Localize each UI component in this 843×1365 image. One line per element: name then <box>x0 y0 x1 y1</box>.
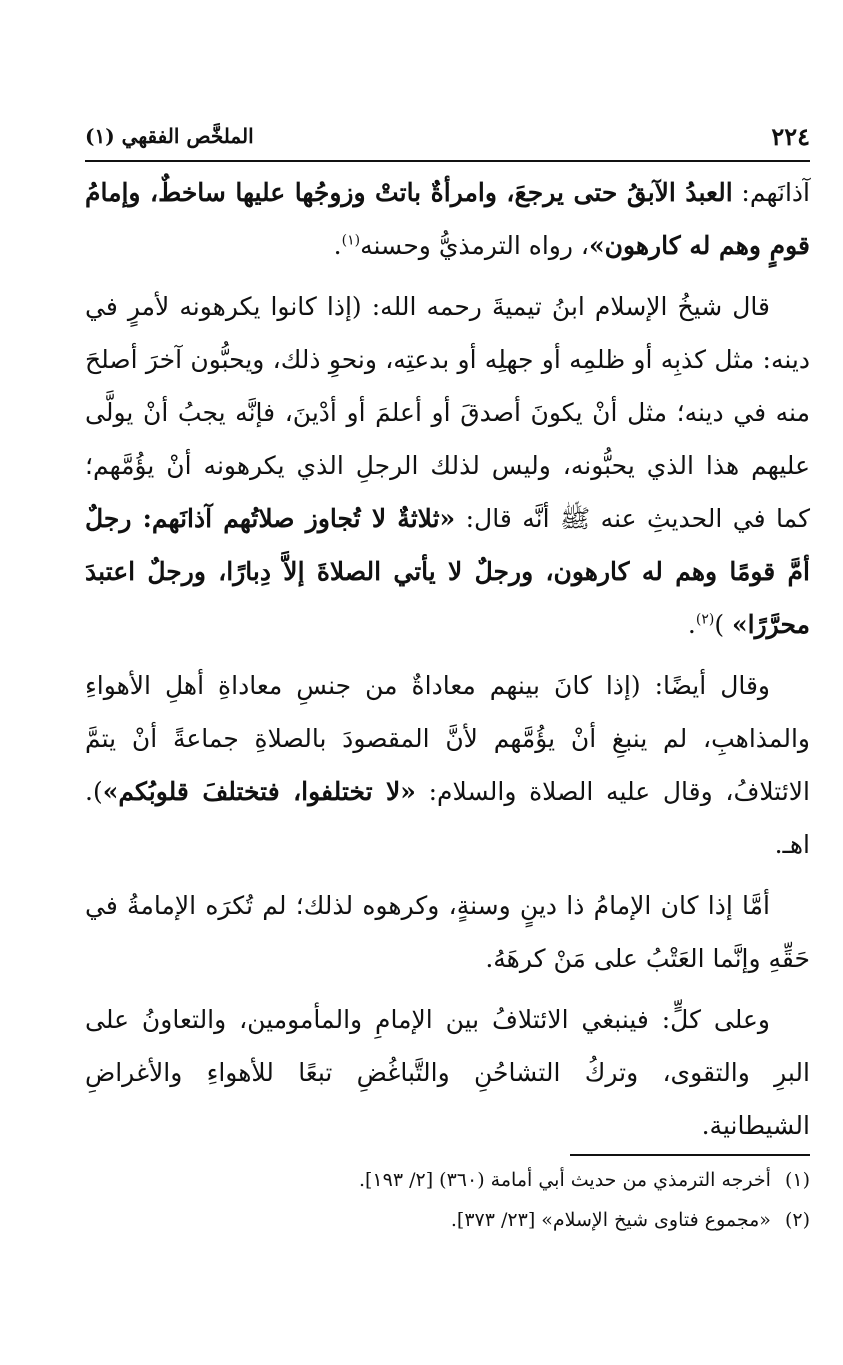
paragraph-4: أمَّا إذا كان الإمامُ ذا دينٍ وسنةٍ، وكرهوه لذلك؛ لم تُكرَه الإمامةُ في حَقِّهِ وإنَّما العَتْبُ على مَنْ كرهَهُ. <box>85 891 810 973</box>
paragraph-5: وعلى كلٍّ: فينبغي الائتلافُ بين الإمامِ والمأمومين، والتعاونُ على البرِ والتقوى، وتركُ التشاحُنِ والتَّباغُضِ تبعًا للأهواءِ والأغراضِ الشيطانية. <box>85 1005 810 1140</box>
p1-attribution: ، رواه الترمذيُّ وحسنه <box>360 231 589 260</box>
page-number: ٢٢٤ <box>771 121 810 151</box>
footnote-ref-2[interactable]: (٢) <box>695 611 715 628</box>
hadith-quote-2: «ثلاثةٌ لا تُجاوز صلاتُهم آذانَهم: رجلٌ أمَّ قومًا وهم له كارهون، ورجلٌ لا يأتي الصلاةَ إلاَّ دِبارًا، ورجلٌ اعتبدَ محرَّرًا» <box>85 504 810 639</box>
footnote-text: «مجموع فتاوى شيخ الإسلام» [٢٣/ ٣٧٣]. <box>450 1209 771 1231</box>
header-rule <box>85 160 810 162</box>
footnote-ref-1[interactable]: (١) <box>341 232 361 249</box>
footnote-number: (١) <box>784 1169 810 1191</box>
hadith-quote-1: العبدُ الآبقُ حتى يرجعَ، وامرأةٌ باتتْ وزوجُها عليها ساخطٌ، وإمامُ قومٍ وهم له كارهون» <box>85 178 810 260</box>
footnote-2 <box>85 1200 810 1240</box>
paragraph-3: وقال أيضًا: (إذا كانَ بينهم معاداةٌ من جنسِ معاداةِ أهلِ الأهواءِ والمذاهبِ، لم ينبغِ أنْ يؤُمَّهم لأنَّ المقصودَ بالصلاةِ جماعةً أنْ يتمَّ الائتلافُ، وقال عليه الصلاة والسلام: «لا تختلفوا، فتختلفَ قلوبُكم»). اهـ. <box>85 671 810 859</box>
paragraph-2: قال شيخُ الإسلام ابنُ تيميةَ رحمه الله: (إذا كانوا يكرهونه لأمرٍ في دينه: مثل كذبِه أو ظلمِه أو جهلِه أو بدعتِه، ونحوِ ذلك، ويحبُّون آخرَ أصلحَ منه في دينه؛ مثل أنْ يكونَ أصدقَ أو أعلمَ أو أدْينَ، فإنَّه يجبُ أنْ يولَّى عليهم هذا الذي يحبُّونه، وليس لذلك الرجلِ الذي يكرهونه أنْ يؤُمَّهم؛ كما في الحديثِ عنه ﷺ أنَّه قال: «ثلاثةٌ لا تُجاوز صلاتُهم آذانَهم: رجلٌ أمَّ قومًا وهم له كارهون، ورجلٌ لا يأتي الصلاةَ إلاَّ دِبارًا، ورجلٌ اعتبدَ محرَّرًا» )$^{(٢)}$. <box>85 292 811 639</box>
page-header <box>85 116 810 156</box>
running-title: الملخَّص الفقهي (١) <box>85 124 254 148</box>
footnote-1 <box>85 1160 810 1200</box>
hadith-quote-3: «لا تختلفوا، فتختلفَ قلوبُكم» <box>102 777 416 806</box>
paragraph-1: آذانَهم: العبدُ الآبقُ حتى يرجعَ، وامرأةٌ باتتْ وزوجُها عليها ساخطٌ، وإمامُ قومٍ وهم له كارهون»، رواه الترمذيُّ وحسنه$^{(١)}$. <box>85 178 810 260</box>
footnote-text: أخرجه الترمذي من حديث أبي أمامة (٣٦٠) [٢/ ١٩٣]. <box>358 1169 771 1191</box>
main-text <box>85 166 810 1160</box>
p1-lead: آذانَهم: <box>732 178 810 207</box>
footnote-rule <box>570 1154 810 1156</box>
footnote-number: (٢) <box>784 1209 810 1231</box>
p2-text: قال شيخُ الإسلام ابنُ تيميةَ رحمه الله: (إذا كانوا يكرهونه لأمرٍ في دينه: مثل كذبِه أو ظلمِه أو جهلِه أو بدعتِه، ونحوِ ذلك، ويحبُّون آخرَ أصلحَ منه في دينه؛ مثل أنْ يكونَ أصدقَ أو أعلمَ أو أدْينَ، فإنَّه يجبُ أنْ يولَّى عليهم هذا الذي يحبُّونه، وليس لذلك الرجلِ الذي يكرهونه أنْ يؤُمَّهم؛ كما في الحديثِ عنه ﷺ أنَّه قال: <box>85 292 811 533</box>
footnotes <box>85 1160 810 1240</box>
p3-text: وقال أيضًا: (إذا كانَ بينهم معاداةٌ من جنسِ معاداةِ أهلِ الأهواءِ والمذاهبِ، لم ينبغِ أنْ يؤُمَّهم لأنَّ المقصودَ بالصلاةِ جماعةً أنْ يتمَّ الائتلافُ، وقال عليه الصلاة والسلام: <box>85 671 810 806</box>
